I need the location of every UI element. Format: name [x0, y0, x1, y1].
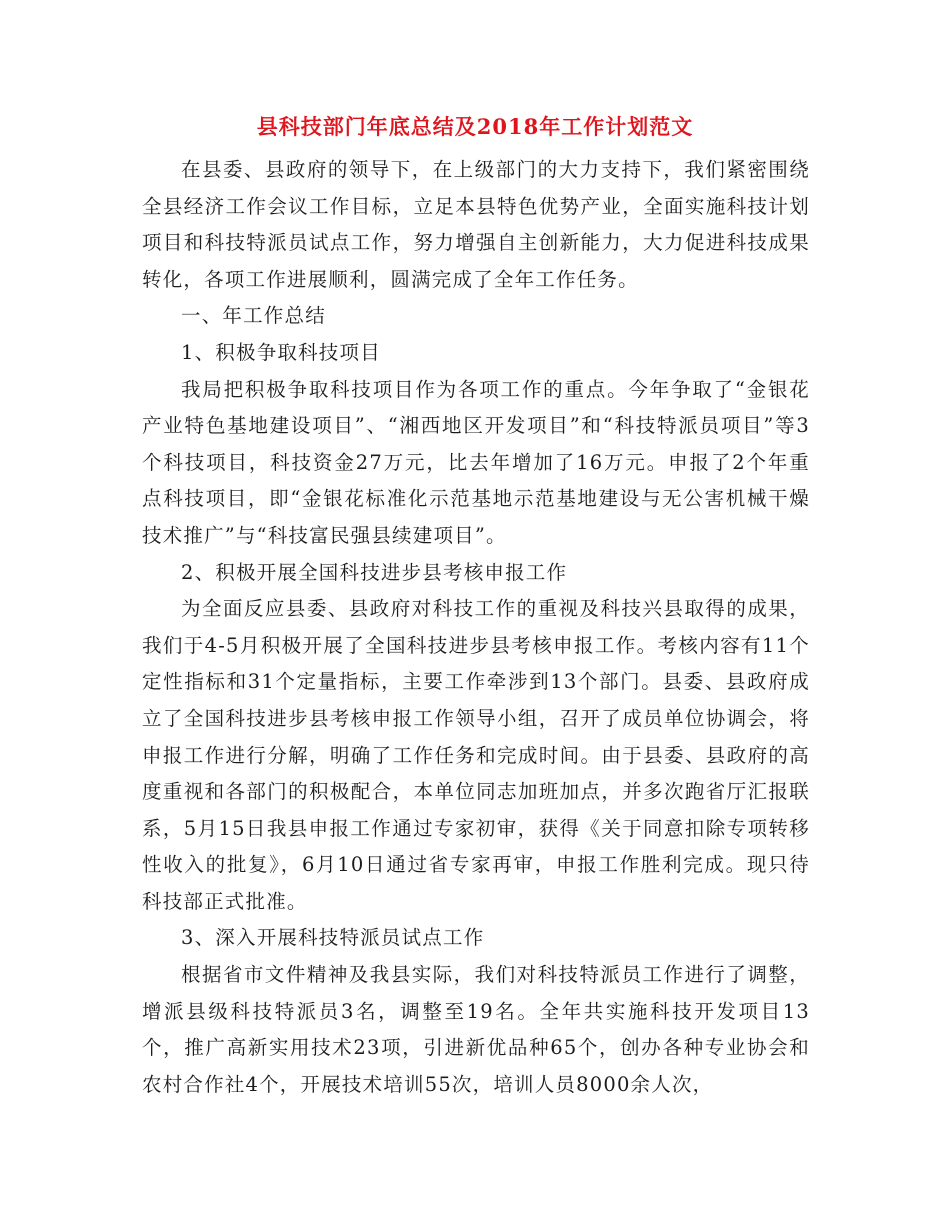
- subsection-heading-2: 2、积极开展全国科技进步县考核申报工作: [181, 560, 568, 584]
- document-title: 县科技部门年底总结及2018年工作计划范文: [256, 114, 694, 139]
- intro-paragraph: 在县委、县政府的领导下，在上级部门的大力支持下，我们紧密围绕全县经济工作会议工作目标，立足本县特色优势产业，全面实施科技计划项目和科技特派员试点工作，努力增强自主创新能力，大力促进科技成果转化，各项工作进展顺利，圆满完成了全年工作任务。: [142, 158, 810, 291]
- body-paragraph-2: 为全面反应县委、县政府对科技工作的重视及科技兴县取得的成果，我们于4-5月积极开展了全国科技进步县考核申报工作。考核内容有11个定性指标和31个定量指标，主要工作牵涉到13个部门。县委、县政府成立了全国科技进步县考核申报工作领导小组，召开了成员单位协调会，将申报工作进行分解，明确了工作任务和完成时间。由于县委、县政府的高度重视和各部门的积极配合，本单位同志加班加点，并多次跑省厅汇报联系，5月15日我县申报工作通过专家初审，获得《关于同意扣除专项转移性收入的批复》，6月10日通过省专家再审，申报工作胜利完成。现只待科技部正式批准。: [142, 597, 810, 913]
- document-body: [142, 152, 810, 1103]
- body-paragraph-1: 我局把积极争取科技项目作为各项工作的重点。今年争取了“金银花产业特色基地建设项目”、“湘西地区开发项目”和“科技特派员项目”等3个科技项目，科技资金27万元，比去年增加了16万元。申报了2个年重点科技项目，即“金银花标准化示范基地示范基地建设与无公害机械干燥技术推广”与“科技富民强县续建项目”。: [142, 377, 810, 547]
- section-heading: 一、年工作总结: [181, 304, 326, 328]
- subsection-heading-3: 3、深入开展科技特派员试点工作: [181, 926, 485, 950]
- subsection-heading-1: 1、积极争取科技项目: [181, 340, 381, 364]
- body-paragraph-3: 根据省市文件精神及我县实际，我们对科技特派员工作进行了调整，增派县级科技特派员3名，调整至19名。全年共实施科技开发项目13个，推广高新实用技术23项，引进新优品种65个，创办各种专业协会和农村合作社4个，开展技术培训55次，培训人员8000余人次，: [142, 963, 810, 1096]
